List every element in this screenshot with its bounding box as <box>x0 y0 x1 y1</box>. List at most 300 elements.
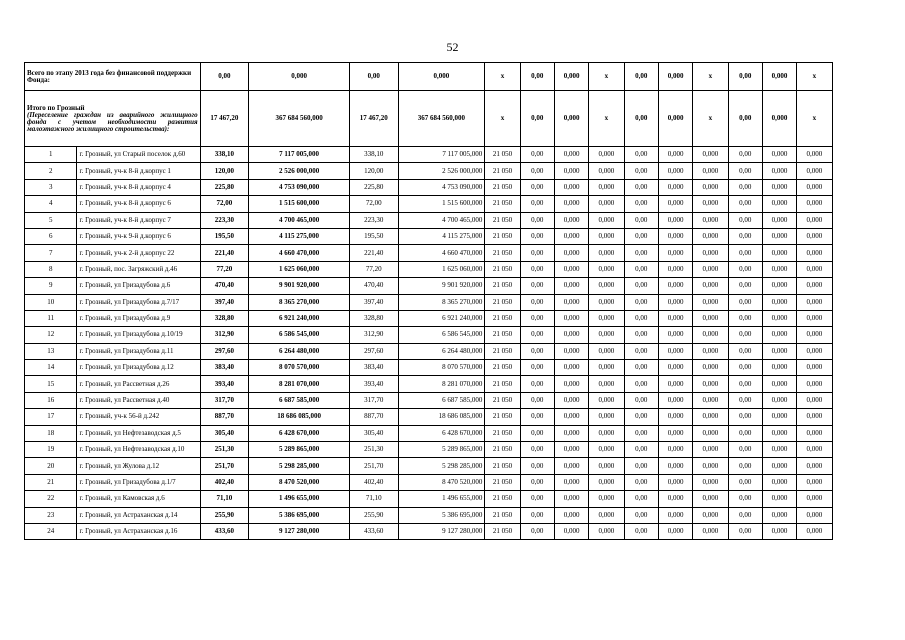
zero-value-cell: 0,000 <box>693 245 728 261</box>
zero-value-cell: 0,000 <box>762 212 796 228</box>
cost-cell: 1 496 655,000 <box>249 491 350 507</box>
zero-value-cell: 0,00 <box>624 327 658 343</box>
cost-cell-2: 5 289 865,000 <box>398 442 485 458</box>
zero-value-cell: 0,00 <box>624 343 658 359</box>
cost-cell: 4 115 275,000 <box>249 228 350 244</box>
zero-value-cell: 0,00 <box>624 474 658 490</box>
summary-cell: x <box>589 63 624 91</box>
area-cell-2: 393,40 <box>350 376 398 392</box>
summary-cell: 0,000 <box>554 91 588 147</box>
area-cell: 223,30 <box>200 212 248 228</box>
cost-cell: 1 515 600,000 <box>249 196 350 212</box>
cost-cell: 7 117 005,000 <box>249 147 350 163</box>
zero-value-cell: 0,00 <box>624 261 658 277</box>
area-cell-2: 251,70 <box>350 458 398 474</box>
area-cell-2: 77,20 <box>350 261 398 277</box>
price-cell: 21 050 <box>485 278 520 294</box>
zero-value-cell: 0,00 <box>520 425 554 441</box>
area-cell: 225,80 <box>200 179 248 195</box>
row-number-cell: 7 <box>25 245 77 261</box>
zero-value-cell: 0,00 <box>520 458 554 474</box>
area-cell-2: 887,70 <box>350 409 398 425</box>
summary-cell: 367 684 560,000 <box>249 91 350 147</box>
zero-value-cell: 0,000 <box>554 327 588 343</box>
zero-value-cell: 0,000 <box>589 163 624 179</box>
zero-value-cell: 0,00 <box>624 507 658 523</box>
zero-value-cell: 0,000 <box>797 245 832 261</box>
zero-value-cell: 0,000 <box>658 376 692 392</box>
zero-value-cell: 0,000 <box>762 409 796 425</box>
zero-value-cell: 0,000 <box>554 163 588 179</box>
row-number-cell: 16 <box>25 392 77 408</box>
zero-value-cell: 0,00 <box>728 458 762 474</box>
area-cell-2: 251,30 <box>350 442 398 458</box>
zero-value-cell: 0,000 <box>589 278 624 294</box>
zero-value-cell: 0,000 <box>658 294 692 310</box>
zero-value-cell: 0,00 <box>624 310 658 326</box>
zero-value-cell: 0,00 <box>728 442 762 458</box>
zero-value-cell: 0,000 <box>554 360 588 376</box>
zero-value-cell: 0,000 <box>797 196 832 212</box>
zero-value-cell: 0,000 <box>658 409 692 425</box>
area-cell: 317,70 <box>200 392 248 408</box>
zero-value-cell: 0,000 <box>762 245 796 261</box>
cost-cell-2: 8 281 070,000 <box>398 376 485 392</box>
zero-value-cell: 0,000 <box>762 261 796 277</box>
zero-value-cell: 0,000 <box>762 360 796 376</box>
cost-cell-2: 1 625 060,000 <box>398 261 485 277</box>
zero-value-cell: 0,000 <box>762 196 796 212</box>
zero-value-cell: 0,00 <box>728 228 762 244</box>
area-cell: 470,40 <box>200 278 248 294</box>
row-number-cell: 10 <box>25 294 77 310</box>
price-cell: 21 050 <box>485 491 520 507</box>
zero-value-cell: 0,00 <box>624 458 658 474</box>
table-row <box>25 425 867 441</box>
address-cell: г. Грозный, уч-к 8-й д.корпус 1 <box>77 163 200 179</box>
price-cell: 21 050 <box>485 392 520 408</box>
price-cell: 21 050 <box>485 147 520 163</box>
zero-value-cell: 0,00 <box>728 409 762 425</box>
zero-value-cell: 0,00 <box>520 261 554 277</box>
summary-cell: 0,00 <box>624 63 658 91</box>
cost-cell-2: 6 264 480,000 <box>398 343 485 359</box>
cost-cell: 18 686 085,000 <box>249 409 350 425</box>
zero-value-cell: 0,000 <box>797 327 832 343</box>
zero-value-cell: 0,000 <box>658 442 692 458</box>
zero-value-cell: 0,000 <box>658 392 692 408</box>
area-cell: 402,40 <box>200 474 248 490</box>
zero-value-cell: 0,000 <box>762 458 796 474</box>
zero-value-cell: 0,00 <box>520 376 554 392</box>
area-cell-2: 72,00 <box>350 196 398 212</box>
area-cell-2: 120,00 <box>350 163 398 179</box>
area-cell-2: 338,10 <box>350 147 398 163</box>
zero-value-cell: 0,00 <box>520 196 554 212</box>
area-cell: 120,00 <box>200 163 248 179</box>
zero-value-cell: 0,000 <box>797 425 832 441</box>
zero-value-cell: 0,000 <box>658 147 692 163</box>
zero-value-cell: 0,000 <box>762 507 796 523</box>
address-cell: г. Грозный, ул Камовская д.6 <box>77 491 200 507</box>
area-cell: 77,20 <box>200 261 248 277</box>
zero-value-cell: 0,000 <box>693 278 728 294</box>
price-cell: 21 050 <box>485 458 520 474</box>
price-cell: 21 050 <box>485 442 520 458</box>
zero-value-cell: 0,000 <box>658 327 692 343</box>
table-row <box>25 392 867 408</box>
cost-cell-2: 2 526 000,000 <box>398 163 485 179</box>
zero-value-cell: 0,000 <box>658 474 692 490</box>
table-row <box>25 179 867 195</box>
cost-cell-2: 9 127 280,000 <box>398 523 485 539</box>
zero-value-cell: 0,000 <box>797 442 832 458</box>
summary-cell: 0,000 <box>658 91 692 147</box>
zero-value-cell: 0,000 <box>658 278 692 294</box>
area-cell-2: 221,40 <box>350 245 398 261</box>
summary-cell: 0,00 <box>728 91 762 147</box>
zero-value-cell: 0,00 <box>520 278 554 294</box>
row-number-cell: 8 <box>25 261 77 277</box>
zero-value-cell: 0,000 <box>554 212 588 228</box>
zero-value-cell: 0,000 <box>797 294 832 310</box>
zero-value-cell: 0,000 <box>554 491 588 507</box>
zero-value-cell: 0,000 <box>762 523 796 539</box>
zero-value-cell: 0,00 <box>624 376 658 392</box>
zero-value-cell: 0,000 <box>797 179 832 195</box>
row-number-cell: 20 <box>25 458 77 474</box>
cost-cell: 5 289 865,000 <box>249 442 350 458</box>
area-cell-2: 71,10 <box>350 491 398 507</box>
address-cell: г. Грозный, ул Гризадубова д.12 <box>77 360 200 376</box>
price-cell: 21 050 <box>485 474 520 490</box>
zero-value-cell: 0,00 <box>624 147 658 163</box>
row-number-cell: 5 <box>25 212 77 228</box>
cost-cell: 5 386 695,000 <box>249 507 350 523</box>
cost-cell: 8 470 520,000 <box>249 474 350 490</box>
summary-cell: 0,000 <box>762 91 796 147</box>
zero-value-cell: 0,00 <box>624 228 658 244</box>
row-number-cell: 12 <box>25 327 77 343</box>
price-cell: 21 050 <box>485 228 520 244</box>
zero-value-cell: 0,000 <box>589 343 624 359</box>
zero-value-cell: 0,00 <box>520 212 554 228</box>
zero-value-cell: 0,00 <box>728 327 762 343</box>
cost-cell: 8 281 070,000 <box>249 376 350 392</box>
zero-value-cell: 0,00 <box>728 278 762 294</box>
zero-value-cell: 0,000 <box>693 261 728 277</box>
zero-value-cell: 0,00 <box>624 245 658 261</box>
zero-value-cell: 0,000 <box>554 228 588 244</box>
cost-cell-2: 5 298 285,000 <box>398 458 485 474</box>
table-row <box>25 327 867 343</box>
summary-cell: 0,00 <box>520 63 554 91</box>
price-cell: 21 050 <box>485 507 520 523</box>
zero-value-cell: 0,000 <box>797 261 832 277</box>
zero-value-cell: 0,00 <box>520 343 554 359</box>
address-cell: г. Грозный, ул Гризадубова д.10/19 <box>77 327 200 343</box>
zero-value-cell: 0,000 <box>693 179 728 195</box>
zero-value-cell: 0,00 <box>520 228 554 244</box>
zero-value-cell: 0,000 <box>554 507 588 523</box>
zero-value-cell: 0,000 <box>762 278 796 294</box>
zero-value-cell: 0,000 <box>658 360 692 376</box>
zero-value-cell: 0,00 <box>624 212 658 228</box>
zero-value-cell: 0,000 <box>693 294 728 310</box>
zero-value-cell: 0,000 <box>693 409 728 425</box>
table-row <box>25 442 867 458</box>
zero-value-cell: 0,000 <box>589 179 624 195</box>
zero-value-cell: 0,00 <box>624 442 658 458</box>
cost-cell: 6 687 585,000 <box>249 392 350 408</box>
price-cell: 21 050 <box>485 360 520 376</box>
zero-value-cell: 0,000 <box>554 392 588 408</box>
zero-value-cell: 0,00 <box>728 360 762 376</box>
zero-value-cell: 0,00 <box>624 196 658 212</box>
zero-value-cell: 0,000 <box>589 196 624 212</box>
area-cell: 312,90 <box>200 327 248 343</box>
zero-value-cell: 0,00 <box>728 376 762 392</box>
summary-cell: 0,00 <box>200 63 248 91</box>
cost-cell-2: 4 700 465,000 <box>398 212 485 228</box>
table-row <box>25 228 867 244</box>
zero-value-cell: 0,000 <box>589 523 624 539</box>
zero-value-cell: 0,000 <box>589 458 624 474</box>
row-number-cell: 15 <box>25 376 77 392</box>
zero-value-cell: 0,00 <box>728 474 762 490</box>
row-number-cell: 19 <box>25 442 77 458</box>
zero-value-cell: 0,000 <box>589 507 624 523</box>
summary-label: Всего по этапу 2013 года без финансовой поддержки Фонда: <box>25 63 201 91</box>
summary-cell: 0,00 <box>350 63 398 91</box>
zero-value-cell: 0,000 <box>554 261 588 277</box>
zero-value-cell: 0,000 <box>658 179 692 195</box>
summary-title: Итого по Грозный <box>27 103 85 112</box>
zero-value-cell: 0,000 <box>762 376 796 392</box>
area-cell: 397,40 <box>200 294 248 310</box>
summary-cell: 0,000 <box>398 63 485 91</box>
address-cell: г. Грозный, ул Гризадубова д.9 <box>77 310 200 326</box>
zero-value-cell: 0,000 <box>554 425 588 441</box>
row-number-cell: 24 <box>25 523 77 539</box>
area-cell-2: 433,60 <box>350 523 398 539</box>
zero-value-cell: 0,00 <box>520 491 554 507</box>
zero-value-cell: 0,000 <box>589 327 624 343</box>
row-number-cell: 11 <box>25 310 77 326</box>
area-cell: 338,10 <box>200 147 248 163</box>
zero-value-cell: 0,000 <box>693 360 728 376</box>
zero-value-cell: 0,00 <box>728 147 762 163</box>
zero-value-cell: 0,000 <box>554 179 588 195</box>
zero-value-cell: 0,00 <box>624 179 658 195</box>
cost-cell: 8 365 270,000 <box>249 294 350 310</box>
cost-cell-2: 8 365 270,000 <box>398 294 485 310</box>
zero-value-cell: 0,00 <box>520 474 554 490</box>
zero-value-cell: 0,000 <box>554 409 588 425</box>
zero-value-cell: 0,000 <box>589 147 624 163</box>
price-cell: 21 050 <box>485 376 520 392</box>
zero-value-cell: 0,00 <box>520 507 554 523</box>
summary-cell: 0,00 <box>728 63 762 91</box>
zero-value-cell: 0,00 <box>520 392 554 408</box>
zero-value-cell: 0,000 <box>797 474 832 490</box>
row-number-cell: 23 <box>25 507 77 523</box>
zero-value-cell: 0,000 <box>797 228 832 244</box>
price-cell: 21 050 <box>485 179 520 195</box>
summary-cell: x <box>693 91 728 147</box>
cost-cell-2: 4 753 090,000 <box>398 179 485 195</box>
address-cell: г. Грозный, уч-к 8-й д.корпус 6 <box>77 196 200 212</box>
zero-value-cell: 0,00 <box>624 392 658 408</box>
table-row <box>25 409 867 425</box>
zero-value-cell: 0,000 <box>589 491 624 507</box>
zero-value-cell: 0,00 <box>624 278 658 294</box>
price-cell: 21 050 <box>485 425 520 441</box>
zero-value-cell: 0,00 <box>624 294 658 310</box>
area-cell: 383,40 <box>200 360 248 376</box>
zero-value-cell: 0,00 <box>624 523 658 539</box>
row-number-cell: 2 <box>25 163 77 179</box>
zero-value-cell: 0,000 <box>589 360 624 376</box>
area-cell: 433,60 <box>200 523 248 539</box>
zero-value-cell: 0,000 <box>762 327 796 343</box>
table-row <box>25 360 867 376</box>
zero-value-cell: 0,000 <box>797 147 832 163</box>
zero-value-cell: 0,000 <box>693 523 728 539</box>
zero-value-cell: 0,000 <box>797 376 832 392</box>
area-cell: 251,70 <box>200 458 248 474</box>
zero-value-cell: 0,00 <box>728 343 762 359</box>
summary-cell: x <box>485 63 520 91</box>
resettlement-table <box>24 62 867 540</box>
cost-cell: 9 901 920,000 <box>249 278 350 294</box>
zero-value-cell: 0,000 <box>589 245 624 261</box>
summary-row-total-grozny <box>25 91 867 147</box>
cost-cell-2: 6 921 240,000 <box>398 310 485 326</box>
zero-value-cell: 0,00 <box>728 491 762 507</box>
zero-value-cell: 0,00 <box>728 523 762 539</box>
summary-cell: 0,00 <box>520 91 554 147</box>
address-cell: г. Грозный, ул Гризадубова д.1/7 <box>77 474 200 490</box>
area-cell-2: 297,60 <box>350 343 398 359</box>
zero-value-cell: 0,000 <box>762 425 796 441</box>
price-cell: 21 050 <box>485 327 520 343</box>
zero-value-cell: 0,00 <box>520 163 554 179</box>
zero-value-cell: 0,000 <box>762 442 796 458</box>
zero-value-cell: 0,00 <box>728 163 762 179</box>
zero-value-cell: 0,000 <box>797 343 832 359</box>
area-cell-2: 402,40 <box>350 474 398 490</box>
zero-value-cell: 0,000 <box>762 179 796 195</box>
zero-value-cell: 0,000 <box>554 147 588 163</box>
cost-cell-2: 9 901 920,000 <box>398 278 485 294</box>
address-cell: г. Грозный, уч-к 9-й д.корпус 6 <box>77 228 200 244</box>
zero-value-cell: 0,00 <box>728 294 762 310</box>
zero-value-cell: 0,000 <box>658 310 692 326</box>
address-cell: г. Грозный, ул Астраханская д.16 <box>77 523 200 539</box>
zero-value-cell: 0,000 <box>554 245 588 261</box>
zero-value-cell: 0,00 <box>520 245 554 261</box>
cost-cell-2: 6 586 545,000 <box>398 327 485 343</box>
zero-value-cell: 0,00 <box>728 179 762 195</box>
cost-cell: 2 526 000,000 <box>249 163 350 179</box>
address-cell: г. Грозный, ул Рассветная д.40 <box>77 392 200 408</box>
zero-value-cell: 0,000 <box>693 212 728 228</box>
area-cell-2: 397,40 <box>350 294 398 310</box>
table-row <box>25 278 867 294</box>
row-number-cell: 17 <box>25 409 77 425</box>
zero-value-cell: 0,000 <box>797 458 832 474</box>
zero-value-cell: 0,000 <box>693 507 728 523</box>
cost-cell-2: 1 515 600,000 <box>398 196 485 212</box>
zero-value-cell: 0,00 <box>624 409 658 425</box>
row-number-cell: 13 <box>25 343 77 359</box>
zero-value-cell: 0,00 <box>624 360 658 376</box>
price-cell: 21 050 <box>485 294 520 310</box>
zero-value-cell: 0,000 <box>554 458 588 474</box>
zero-value-cell: 0,000 <box>693 474 728 490</box>
address-cell: г. Грозный, ул Астраханская д.14 <box>77 507 200 523</box>
cost-cell-2: 8 070 570,000 <box>398 360 485 376</box>
table-row <box>25 376 867 392</box>
zero-value-cell: 0,000 <box>589 409 624 425</box>
table-row <box>25 196 867 212</box>
cost-cell-2: 18 686 085,000 <box>398 409 485 425</box>
zero-value-cell: 0,00 <box>520 294 554 310</box>
zero-value-cell: 0,00 <box>728 392 762 408</box>
row-number-cell: 22 <box>25 491 77 507</box>
table-row <box>25 491 867 507</box>
cost-cell-2: 6 428 670,000 <box>398 425 485 441</box>
cost-cell: 6 428 670,000 <box>249 425 350 441</box>
zero-value-cell: 0,00 <box>728 310 762 326</box>
zero-value-cell: 0,00 <box>728 261 762 277</box>
zero-value-cell: 0,000 <box>658 523 692 539</box>
price-cell: 21 050 <box>485 523 520 539</box>
zero-value-cell: 0,000 <box>762 147 796 163</box>
zero-value-cell: 0,00 <box>728 245 762 261</box>
area-cell: 221,40 <box>200 245 248 261</box>
address-cell: г. Грозный, ул Старый поселок д.60 <box>77 147 200 163</box>
row-number-cell: 21 <box>25 474 77 490</box>
cost-cell-2: 6 687 585,000 <box>398 392 485 408</box>
address-cell: г. Грозный, ул Жулова д.12 <box>77 458 200 474</box>
zero-value-cell: 0,000 <box>589 392 624 408</box>
area-cell-2: 255,90 <box>350 507 398 523</box>
address-cell: г. Грозный, ул Нефтезаводская д.5 <box>77 425 200 441</box>
zero-value-cell: 0,000 <box>589 294 624 310</box>
zero-value-cell: 0,000 <box>589 425 624 441</box>
zero-value-cell: 0,00 <box>624 491 658 507</box>
address-cell: г. Грозный, уч-к 8-й д.корпус 7 <box>77 212 200 228</box>
row-number-cell: 9 <box>25 278 77 294</box>
zero-value-cell: 0,000 <box>554 474 588 490</box>
address-cell: г. Грозный, ул Нефтезаводская д.10 <box>77 442 200 458</box>
area-cell-2: 328,80 <box>350 310 398 326</box>
zero-value-cell: 0,000 <box>658 228 692 244</box>
zero-value-cell: 0,000 <box>554 278 588 294</box>
area-cell-2: 383,40 <box>350 360 398 376</box>
price-cell: 21 050 <box>485 409 520 425</box>
zero-value-cell: 0,000 <box>797 310 832 326</box>
address-cell: г. Грозный, уч-к 56-й д.242 <box>77 409 200 425</box>
area-cell: 297,60 <box>200 343 248 359</box>
zero-value-cell: 0,000 <box>797 507 832 523</box>
zero-value-cell: 0,000 <box>797 409 832 425</box>
zero-value-cell: 0,000 <box>658 245 692 261</box>
area-cell: 305,40 <box>200 425 248 441</box>
address-cell: г. Грозный, уч-к 8-й д.корпус 4 <box>77 179 200 195</box>
